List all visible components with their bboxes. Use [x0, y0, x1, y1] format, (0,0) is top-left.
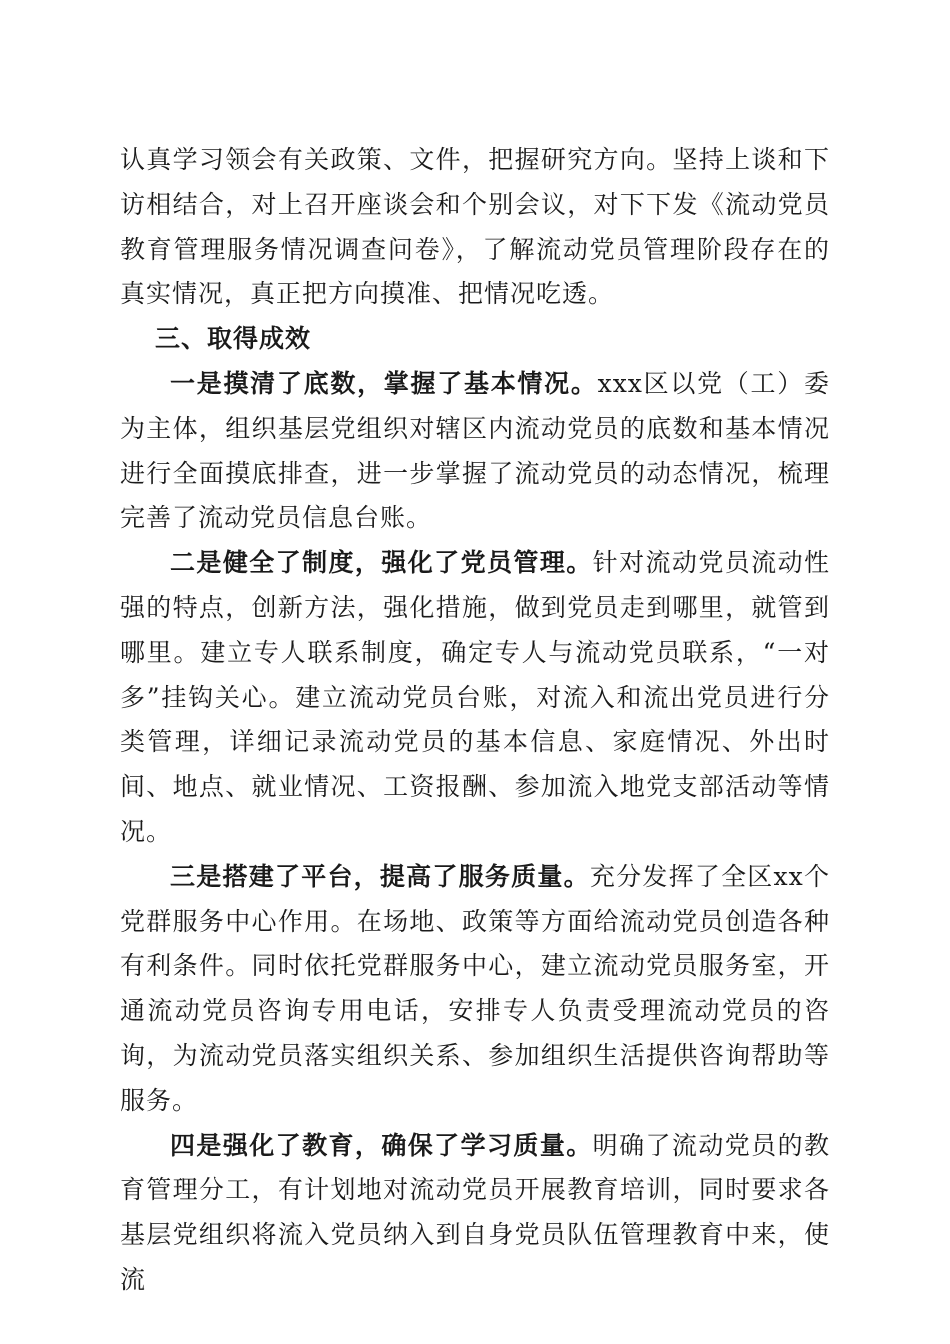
item-body-3: 充分发挥了全区xx个党群服务中心作用。在场地、政策等方面给流动党员创造各种有利条件。同时依托党群服务中心，建立流动党员服务室，开通流动党员咨询专用电话，安排专人负责受理流动党员的咨询，为流动党员落实组织关系、参加组织生活提供咨询帮助等服务。: [120, 861, 830, 1115]
intro-paragraph: 认真学习领会有关政策、文件，把握研究方向。坚持上谈和下访相结合，对上召开座谈会和个别会议，对下下发《流动党员教育管理服务情况调查问卷》，了解流动党员管理阶段存在的真实情况，真正把方向摸准、把情况吃透。: [120, 145, 830, 309]
item-lead-1: 一是摸清了底数，掌握了基本情况。: [170, 368, 598, 398]
item-paragraph-1: [120, 362, 830, 541]
item-lead-3: 三是搭建了平台，提高了服务质量。: [170, 861, 590, 891]
item-body-1: xxx区以党（工）委为主体，组织基层党组织对辖区内流动党员的底数和基本情况进行全面摸底排查，进一步掌握了流动党员的动态情况，梳理完善了流动党员信息台账。: [120, 368, 830, 533]
item-body-2: 针对流动党员流动性强的特点，创新方法，强化措施，做到党员走到哪里，就管到哪里。建立专人联系制度，确定专人与流动党员联系，“一对多”挂钩关心。建立流动党员台账，对流入和流出党员进行分类管理，详细记录流动党员的基本信息、家庭情况、外出时间、地点、就业情况、工资报酬、参加流入地党支部活动等情况。: [120, 548, 830, 846]
item-lead-2: 二是健全了制度，强化了党员管理。: [170, 548, 593, 578]
document-page: [120, 138, 830, 1303]
item-body-4: 明确了流动党员的教育管理分工，有计划地对流动党员开展教育培训，同时要求各基层党组织将流入党员纳入到自身党员队伍管理教育中来，使流: [120, 1130, 830, 1294]
item-paragraph-2: [120, 541, 830, 855]
item-paragraph-3: [120, 855, 830, 1124]
item-paragraph-4: [120, 1124, 830, 1303]
item-lead-4: 四是强化了教育，确保了学习质量。: [170, 1130, 593, 1160]
section-heading: 三、取得成效: [155, 324, 312, 354]
